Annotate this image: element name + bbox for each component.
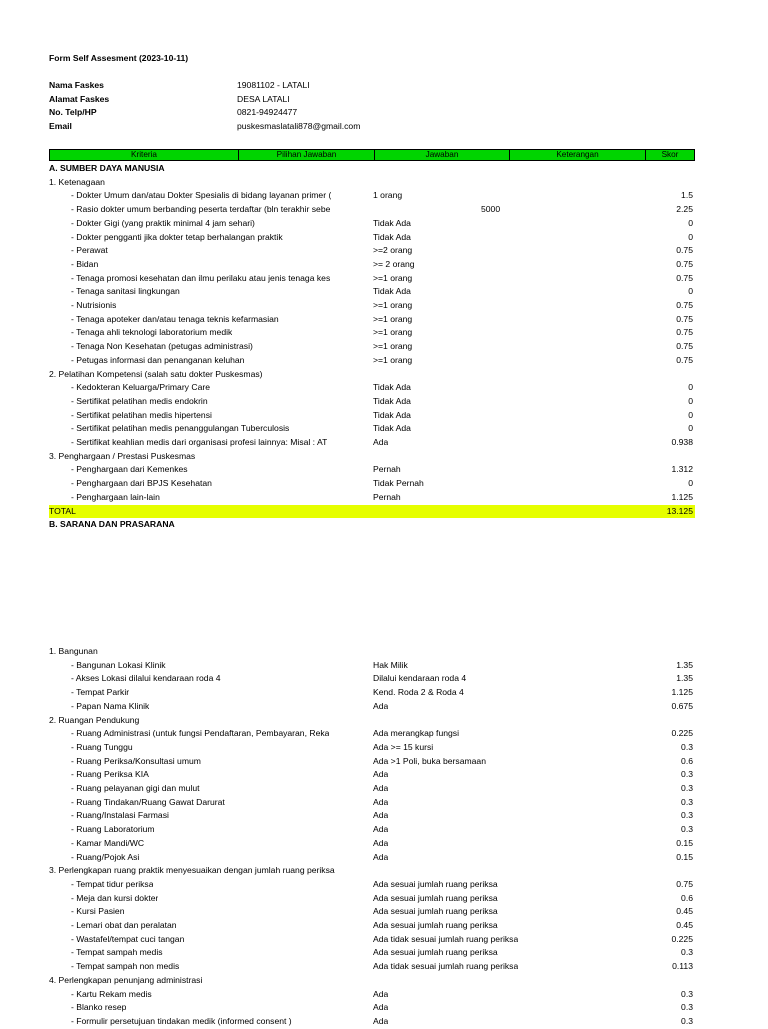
score-cell: 0	[688, 423, 693, 434]
category-label: 1. Ketenagaan	[49, 176, 105, 187]
info-label: Nama Faskes	[49, 80, 104, 90]
category-label: 2. Pelatihan Kompetensi (salah satu dokter Puskesmas)	[49, 368, 263, 379]
option-cell: >=2 orang	[373, 245, 413, 256]
table-row	[49, 381, 695, 395]
criteria-cell: - Penghargaan lain-lain	[71, 491, 160, 502]
table-row	[49, 326, 695, 340]
category-row	[49, 368, 695, 382]
answer-cell: 5000	[481, 204, 501, 215]
criteria-cell: - Penghargaan dari BPJS Kesehatan	[71, 478, 212, 489]
criteria-cell: - Meja dan kursi dokter	[71, 892, 159, 903]
criteria-cell: - Tenaga promosi kesehatan dan ilmu perilaku atau jenis tenaga kes	[71, 272, 331, 283]
info-value: DESA LATALI	[237, 93, 290, 104]
option-cell: Tidak Ada	[373, 423, 411, 434]
option-cell: Ada	[373, 783, 389, 793]
table-row	[49, 354, 695, 368]
option-cell: Kend. Roda 2 & Roda 4	[373, 687, 464, 698]
score-cell: 0.45	[676, 920, 693, 930]
criteria-cell: - Ruang Periksa/Konsultasi umum	[71, 755, 201, 766]
table-row	[49, 782, 695, 796]
form-title: Form Self Assesment (2023-10-11)	[49, 53, 189, 63]
option-cell: >=1 orang	[373, 341, 413, 352]
table-row	[49, 340, 695, 354]
option-cell: >= 2 orang	[373, 258, 415, 269]
score-cell: 1.125	[671, 491, 693, 502]
table-row	[49, 272, 695, 286]
table-row	[49, 285, 695, 299]
total-label: TOTAL	[49, 505, 76, 516]
option-cell: Ada	[373, 769, 389, 780]
header-criteria: Kriteria	[50, 150, 239, 160]
score-cell: 0.75	[676, 245, 693, 256]
score-cell: 0.675	[671, 700, 693, 711]
score-cell: 0	[688, 409, 693, 420]
table-row	[49, 851, 695, 865]
score-cell: 0.75	[676, 878, 693, 889]
header-score: Skor	[661, 150, 679, 159]
criteria-cell: - Tempat sampah medis	[71, 947, 163, 958]
criteria-cell: - Ruang Laboratorium	[71, 824, 155, 835]
score-cell: 0.75	[676, 258, 693, 269]
option-cell: >=1 orang	[373, 327, 413, 338]
criteria-cell: - Dokter pengganti jika dokter tetap berhalangan praktik	[71, 231, 283, 242]
criteria-cell: - Ruang pelayanan gigi dan mulut	[71, 783, 200, 793]
criteria-cell: - Perawat	[71, 245, 108, 256]
option-cell: >=1 orang	[373, 272, 413, 283]
option-cell: Ada	[373, 837, 389, 848]
criteria-cell: - Ruang Tunggu	[71, 741, 133, 752]
criteria-cell: - Tenaga Non Kesehatan (petugas administrasi)	[71, 341, 253, 352]
category-row	[49, 714, 695, 728]
category-row	[49, 974, 695, 988]
info-value: puskesmaslatali878@gmail.com	[237, 121, 361, 132]
criteria-cell: - Papan Nama Klinik	[71, 700, 150, 711]
option-cell: Tidak Ada	[373, 231, 411, 242]
score-cell: 0.15	[676, 837, 693, 848]
option-cell: Ada sesuai jumlah ruang periksa	[373, 878, 498, 889]
criteria-cell: - Ruang/Pojok Asi	[71, 851, 140, 862]
score-cell: 0.3	[681, 769, 693, 780]
category-row	[49, 450, 695, 464]
info-value: 19081102 - LATALI	[237, 80, 310, 90]
table-row	[49, 905, 695, 919]
option-cell: Ada sesuai jumlah ruang periksa	[373, 920, 498, 930]
score-cell: 0.3	[681, 741, 693, 752]
criteria-cell: - Nutrisionis	[71, 300, 117, 310]
score-cell: 0.75	[676, 300, 693, 310]
criteria-cell: - Formulir persetujuan tindakan medik (informed consent )	[71, 1015, 292, 1026]
score-cell: 0.75	[676, 341, 693, 352]
score-cell: 1.312	[671, 464, 693, 475]
category-row	[49, 864, 695, 878]
score-cell: 0.225	[671, 933, 693, 944]
score-cell: 1.5	[681, 190, 693, 201]
table-row	[49, 892, 695, 906]
table-row	[49, 686, 695, 700]
option-cell: Tidak Ada	[373, 409, 411, 420]
score-cell: 0.3	[681, 810, 693, 821]
criteria-cell: - Ruang Periksa KIA	[71, 769, 149, 780]
table-row	[49, 768, 695, 782]
category-row	[49, 645, 695, 659]
option-cell: Pernah	[373, 491, 401, 502]
criteria-cell: - Tempat tidur periksa	[71, 878, 154, 889]
option-cell: Ada tidak sesuai jumlah ruang periksa	[373, 961, 519, 972]
table-row	[49, 203, 695, 217]
criteria-cell: - Kursi Pasien	[71, 906, 125, 917]
criteria-cell: - Kartu Rekam medis	[71, 988, 152, 999]
criteria-cell: - Bidan	[71, 258, 99, 269]
criteria-cell: - Tempat Parkir	[71, 687, 130, 698]
table-row	[49, 796, 695, 810]
table-row	[49, 727, 695, 741]
option-cell: >=1 orang	[373, 313, 413, 324]
criteria-cell: - Wastafel/tempat cuci tangan	[71, 933, 185, 944]
criteria-cell: - Rasio dokter umum berbanding peserta terdaftar (bln terakhir sebe	[71, 204, 331, 215]
header-answer: Jawaban	[375, 150, 510, 160]
option-cell: Pernah	[373, 464, 401, 475]
table-row	[49, 659, 695, 673]
criteria-cell: - Bangunan Lokasi Klinik	[71, 659, 166, 670]
section-b-title: B. SARANA DAN PRASARANA	[49, 519, 175, 530]
option-cell: Ada	[373, 796, 389, 807]
score-cell: 1.125	[671, 687, 693, 698]
table-row	[49, 960, 695, 974]
table-row	[49, 837, 695, 851]
table-row	[49, 1015, 695, 1029]
criteria-cell: - Ruang Tindakan/Ruang Gawat Darurat	[71, 796, 225, 807]
option-cell: Ada	[373, 437, 389, 447]
criteria-cell: - Dokter Gigi (yang praktik minimal 4 jam sehari)	[71, 217, 255, 228]
option-cell: Ada	[373, 988, 389, 999]
score-cell: 0.45	[676, 906, 693, 917]
total-value: 13.125	[666, 505, 693, 516]
category-label: 2. Ruangan Pendukung	[49, 714, 140, 725]
table-row	[49, 409, 695, 423]
criteria-cell: - Penghargaan dari Kemenkes	[71, 464, 188, 475]
score-cell: 0.225	[671, 728, 693, 739]
score-cell: 0.3	[681, 1015, 693, 1026]
option-cell: 1 orang	[373, 190, 403, 201]
option-cell: >=1 orang	[373, 300, 413, 310]
table-row	[49, 755, 695, 769]
option-cell: Tidak Ada	[373, 395, 411, 406]
criteria-cell: - Sertifikat pelatihan medis endokrin	[71, 395, 208, 406]
score-cell: 0.3	[681, 796, 693, 807]
option-cell: Ada tidak sesuai jumlah ruang periksa	[373, 933, 519, 944]
criteria-cell: - Akses Lokasi dilalui kendaraan roda 4	[71, 673, 221, 684]
table-row	[49, 809, 695, 823]
score-cell: 0.75	[676, 313, 693, 324]
score-cell: 0.3	[681, 947, 693, 958]
header-options: Pilihan Jawaban	[239, 150, 375, 160]
score-cell: 0.75	[676, 272, 693, 283]
criteria-cell: - Dokter Umum dan/atau Dokter Spesialis di bidang layanan primer (	[71, 190, 332, 201]
option-cell: Ada	[373, 851, 389, 862]
table-row	[49, 395, 695, 409]
option-cell: Ada	[373, 810, 389, 821]
table-row	[49, 477, 695, 491]
table-row	[49, 1001, 695, 1015]
table-row	[49, 313, 695, 327]
criteria-cell: - Tempat sampah non medis	[71, 961, 180, 972]
info-value: 0821-94924477	[237, 107, 298, 118]
table-row	[49, 988, 695, 1002]
score-cell: 2.25	[676, 204, 693, 215]
table-row	[49, 244, 695, 258]
option-cell: Ada merangkap fungsi	[373, 728, 459, 739]
table-row	[49, 422, 695, 436]
table-row	[49, 258, 695, 272]
criteria-cell: - Kedokteran Keluarga/Primary Care	[71, 382, 210, 393]
info-label: Email	[49, 121, 72, 132]
section-a-title: A. SUMBER DAYA MANUSIA	[49, 163, 165, 173]
option-cell: Tidak Ada	[373, 217, 411, 228]
criteria-cell: - Tenaga sanitasi lingkungan	[71, 286, 180, 297]
score-cell: 0.6	[681, 892, 693, 903]
option-cell: Tidak Pernah	[373, 478, 424, 489]
category-row	[49, 176, 695, 190]
table-header	[49, 149, 695, 161]
criteria-cell: - Blanko resep	[71, 1002, 127, 1013]
table-row	[49, 436, 695, 450]
score-cell: 0	[688, 231, 693, 242]
table-row	[49, 491, 695, 505]
table-row	[49, 700, 695, 714]
option-cell: Tidak Ada	[373, 286, 411, 297]
score-cell: 0.113	[672, 961, 693, 972]
table-row	[49, 299, 695, 313]
header-notes: Keterangan	[510, 150, 646, 160]
score-cell: 0.3	[681, 988, 693, 999]
category-label: 1. Bangunan	[49, 646, 98, 656]
criteria-cell: - Kamar Mandi/WC	[71, 837, 145, 848]
criteria-cell: - Tenaga ahli teknologi laboratorium medik	[71, 327, 233, 338]
info-label: No. Telp/HP	[49, 107, 97, 118]
option-cell: Ada >= 15 kursi	[373, 741, 434, 752]
table-row	[49, 231, 695, 245]
table-row	[49, 672, 695, 686]
option-cell: Ada sesuai jumlah ruang periksa	[373, 947, 498, 958]
option-cell: Hak Milik	[373, 659, 408, 670]
table-row	[49, 741, 695, 755]
section-title-row	[49, 518, 695, 532]
option-cell: Ada	[373, 824, 389, 835]
score-cell: 0.75	[676, 327, 693, 338]
score-cell: 0	[688, 217, 693, 228]
score-cell: 0.15	[676, 851, 693, 862]
category-label: 3. Penghargaan / Prestasi Puskesmas	[49, 450, 196, 461]
total-row	[49, 505, 695, 519]
score-cell: 0	[688, 286, 693, 297]
table-row	[49, 946, 695, 960]
option-cell: >=1 orang	[373, 354, 413, 365]
score-cell: 0.3	[681, 783, 693, 793]
score-cell: 0.3	[681, 824, 693, 835]
score-cell: 0.938	[671, 437, 693, 447]
option-cell: Dilalui kendaraan roda 4	[373, 673, 467, 684]
section-title-row	[49, 162, 695, 176]
score-cell: 1.35	[676, 659, 693, 670]
option-cell: Ada	[373, 1002, 389, 1013]
option-cell: Ada sesuai jumlah ruang periksa	[373, 906, 498, 917]
criteria-cell: - Sertifikat keahlian medis dari organisasi profesi lainnya: Misal : AT	[71, 437, 328, 447]
score-cell: 0	[688, 382, 693, 393]
criteria-cell: - Sertifikat pelatihan medis hipertensi	[71, 409, 212, 420]
criteria-cell: - Petugas informasi dan penanganan keluhan	[71, 354, 245, 365]
criteria-cell: - Ruang/Instalasi Farmasi	[71, 810, 169, 821]
score-cell: 0.6	[681, 755, 693, 766]
table-row	[49, 878, 695, 892]
option-cell: Ada	[373, 700, 389, 711]
category-label: 4. Perlengkapan penunjang administrasi	[49, 974, 203, 985]
table-row	[49, 933, 695, 947]
option-cell: Ada	[373, 1015, 389, 1026]
table-row	[49, 463, 695, 477]
score-cell: 0.3	[681, 1002, 693, 1013]
table-row	[49, 217, 695, 231]
category-label: 3. Perlengkapan ruang praktik menyesuaikan dengan jumlah ruang periksa	[49, 865, 335, 876]
option-cell: Ada sesuai jumlah ruang periksa	[373, 892, 498, 903]
criteria-cell: - Sertifikat pelatihan medis penanggulangan Tuberculosis	[71, 423, 290, 434]
score-cell: 1.35	[676, 673, 693, 684]
criteria-cell: - Tenaga apoteker dan/atau tenaga teknis kefarmasian	[71, 313, 279, 324]
table-row	[49, 919, 695, 933]
table-row	[49, 823, 695, 837]
option-cell: Ada >1 Poli, buka bersamaan	[373, 755, 486, 766]
criteria-cell: - Lemari obat dan peralatan	[71, 920, 177, 930]
info-label: Alamat Faskes	[49, 93, 110, 104]
score-cell: 0.75	[676, 354, 693, 365]
option-cell: Tidak Ada	[373, 382, 411, 393]
criteria-cell: - Ruang Administrasi (untuk fungsi Pendaftaran, Pembayaran, Reka	[71, 728, 330, 739]
score-cell: 0	[688, 395, 693, 406]
table-row	[49, 189, 695, 203]
score-cell: 0	[688, 478, 693, 489]
